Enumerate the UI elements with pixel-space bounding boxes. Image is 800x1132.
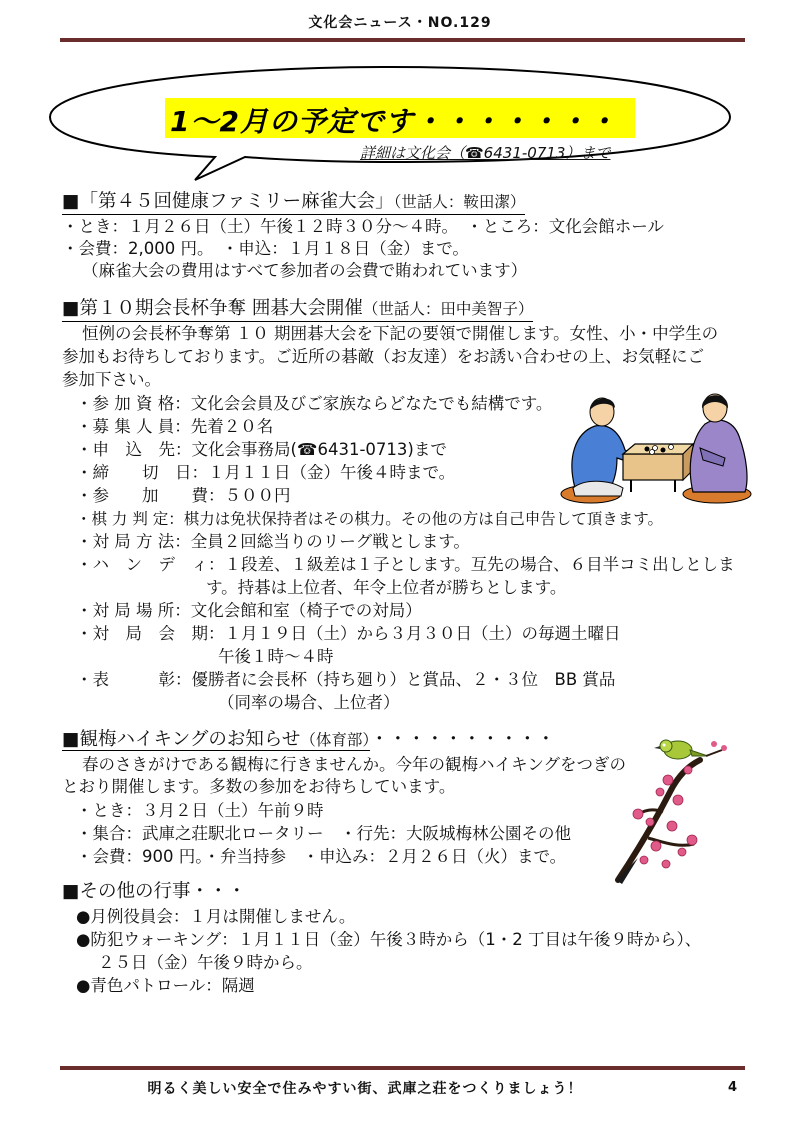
go-organizer: （世話人：田中美智子）	[362, 300, 534, 318]
hiking-heading	[62, 728, 555, 752]
go-item: 午後１時〜４時	[218, 647, 334, 666]
go-intro-line: 参加下さい。	[62, 370, 161, 389]
banner-detail: 詳細は文化会（☎6431-0713）まで	[360, 144, 611, 162]
hiking-intro-line: とおり開催します。多数の参加をお待ちしています。	[62, 777, 456, 796]
other-item: ●青色パトロール：隔週	[76, 976, 255, 995]
other-item: ●防犯ウォーキング：１月１１日（金）午後３時から（1・2 丁目は午後９時から）、	[76, 930, 702, 949]
go-item: ・棋 力 判 定：棋力は免状保持者はその棋力。その他の方は自己申告して頂きます。	[76, 510, 664, 528]
go-item: ・ハ ン デ ィ：１段差、１級差は１子とします。互先の場合、６目半コミ出しとしま	[76, 555, 735, 574]
go-item: す。持碁は上位者、年令上位者が勝ちとします。	[206, 578, 567, 597]
go-item: ・対 局 方 法：全員２回総当りのリーグ戦とします。	[76, 532, 470, 551]
mahjong-line: ・会費：2,000 円。 ・申込：１月１８日（金）まで。	[62, 239, 469, 258]
banner-title: 1〜2月の予定です・・・・・・・	[170, 105, 617, 138]
hiking-dots: ・・・・・・・・・・	[370, 729, 556, 750]
go-item: ・参 加 資 格：文化会会員及びご家族ならどなたでも結構です。	[76, 394, 553, 413]
go-item: ・締 切 日：１月１１日（金）午後４時まで。	[76, 463, 456, 482]
go-item: ・募 集 人 員：先着２０名	[76, 417, 274, 436]
page-number: 4	[728, 1080, 738, 1095]
mahjong-title: ■「第４５回健康ファミリー麻雀大会」	[62, 191, 394, 212]
plum-blossom-bird-illustration	[608, 730, 738, 890]
hiking-organizer: （体育部）	[300, 731, 371, 749]
footer-slogan: 明るく美しい安全で住みやすい街、武庫之荘をつくりましょう！	[147, 1081, 583, 1097]
mahjong-line: ・とき：１月２６日（土）午後１２時３０分〜４時。 ・ところ：文化会館ホール	[62, 217, 664, 236]
go-intro-line: 恒例の会長杯争奪第 １０ 期囲碁大会を下記の要領で開催します。女性、小・中学生の	[82, 324, 719, 343]
newsletter-header: 文化会ニュース・NO.129	[308, 15, 492, 31]
mahjong-heading	[62, 190, 525, 215]
go-players-illustration	[555, 388, 755, 506]
top-divider	[60, 38, 745, 42]
hiking-item: ・とき：３月２日（土）午前９時	[76, 801, 324, 820]
hiking-item: ・集合：武庫之荘駅北ロータリー ・行先：大阪城梅林公園その他	[76, 824, 571, 843]
mahjong-line: （麻雀大会の費用はすべて参加者の会費で賄われています）	[82, 261, 528, 280]
other-item: ２５日（金）午後９時から。	[98, 953, 313, 972]
go-title: ■第１０期会長杯争奪 囲碁大会開催	[62, 298, 363, 319]
other-item: ●月例役員会：１月は開催しません。	[76, 907, 356, 926]
other-heading: ■その他の行事・・・	[62, 881, 246, 902]
go-item: ・対 局 場 所：文化会館和室（椅子での対局）	[76, 601, 422, 620]
go-item: ・対 局 会 期：１月１９日（土）から３月３０日（土）の毎週土曜日	[76, 624, 621, 643]
hiking-title: ■観梅ハイキングのお知らせ	[62, 729, 301, 750]
go-item: （同率の場合、上位者）	[218, 693, 400, 712]
bottom-divider	[60, 1066, 745, 1070]
hiking-item: ・会費：900 円。・弁当持参 ・申込み：２月２６日（火）まで。	[76, 847, 567, 866]
hiking-intro-line: 春のさきがけである観梅に行きませんか。今年の観梅ハイキングをつぎの	[82, 755, 627, 774]
go-item: ・参 加 費：５００円	[76, 486, 291, 505]
hiking-title-wrap	[62, 729, 370, 751]
go-heading	[62, 297, 533, 322]
mahjong-organizer: （世話人：鞍田潔）	[393, 193, 526, 211]
go-item: ・表 彰：優勝者に会長杯（持ち廻り）と賞品、２・３位 BB 賞品	[76, 670, 616, 689]
go-intro-line: 参加もお待ちしております。ご近所の碁敵（お友達）をお誘い合わせの上、お気軽にご	[62, 347, 705, 366]
go-item: ・申 込 先：文化会事務局(☎6431-0713)まで	[76, 440, 447, 459]
